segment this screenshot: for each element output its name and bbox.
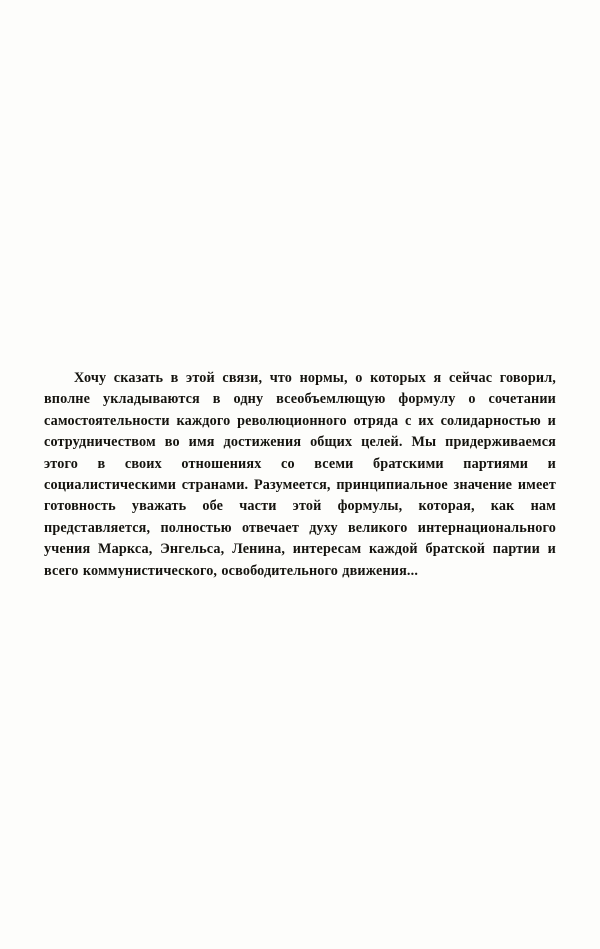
body-text-block [44,368,556,582]
body-paragraph: Хочу сказать в этой связи, что нормы, о которых я сейчас говорил, вполне укладываются в одну всеобъемлющую формулу о сочетании самостоятельности каждого революционного отряда с их солидарностью и сотрудничеством во имя достижения общих целей. Мы придерживаемся этого в своих отношениях со всеми братскими партиями и социалистическими странами. Разумеется, принципиальное значение имеет готовность уважать обе части этой формулы, которая, как нам представляется, полностью отвечает духу великого интернационального учения Маркса, Энгельса, Ленина, интересам каждой братской партии и всего коммунистического, освободительного движения... [44,370,556,579]
